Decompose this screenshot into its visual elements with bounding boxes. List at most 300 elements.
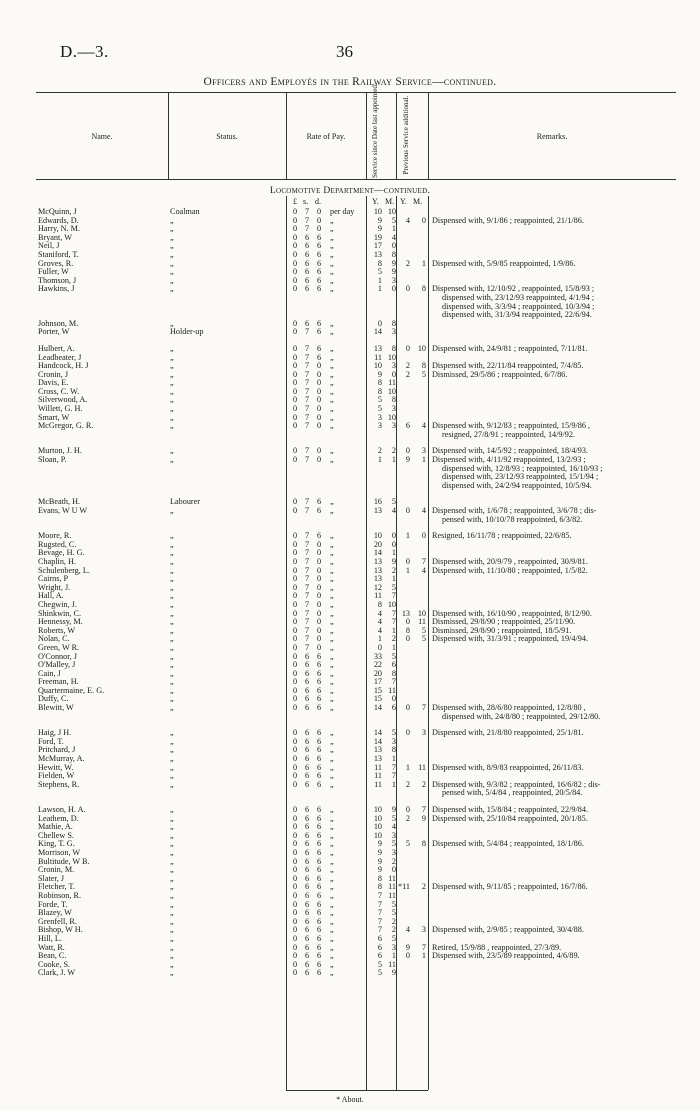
- pay-pounds: 0: [292, 539, 298, 549]
- pay-unit: „: [330, 685, 334, 695]
- service-months: 1: [391, 548, 396, 558]
- pay-pence: 0: [316, 634, 322, 644]
- pay-pounds: 0: [292, 412, 298, 422]
- pay-pounds: 0: [292, 703, 298, 713]
- pay-unit: „: [330, 668, 334, 678]
- pay-shillings: 7: [304, 369, 310, 379]
- pay-pounds: 0: [292, 839, 298, 849]
- service-years: 13: [373, 574, 382, 584]
- pay-shillings: 6: [304, 813, 310, 823]
- remarks-text: Dispensed with, 2/9/85 ; reappointed, 30/4/88.: [432, 925, 584, 935]
- pay-pence: 6: [316, 830, 322, 840]
- employee-status: „: [170, 241, 174, 251]
- pay-pounds: 0: [292, 258, 298, 268]
- footnote: * About.: [336, 1095, 364, 1104]
- pay-pounds: 0: [292, 933, 298, 943]
- employee-name: Sloan, P.: [38, 455, 67, 465]
- service-months: 0: [391, 531, 396, 541]
- employee-status: Coalman: [170, 207, 200, 216]
- pay-pounds: 0: [292, 548, 298, 558]
- pay-pence: 0: [316, 215, 322, 225]
- previous-years: 9: [405, 455, 410, 465]
- pay-pounds: 0: [292, 916, 298, 926]
- pay-unit: „: [330, 925, 334, 935]
- pay-unit: „: [330, 959, 334, 969]
- service-years: 11: [374, 779, 382, 789]
- table-row: [0, 892, 700, 901]
- service-years: 16: [373, 497, 382, 507]
- employee-name: Bishop, W H.: [38, 925, 83, 935]
- service-months: 3: [391, 421, 396, 431]
- previous-months: 8: [421, 284, 426, 294]
- table-row: [0, 422, 700, 431]
- service-years: 10: [373, 822, 382, 832]
- pay-unit: „: [330, 968, 334, 978]
- service-months: 6: [391, 660, 396, 670]
- service-months: 5: [391, 651, 396, 661]
- previous-years: 2: [405, 779, 410, 789]
- pay-shillings: 6: [304, 865, 310, 875]
- service-years: 13: [373, 249, 382, 259]
- employee-status: „: [170, 642, 174, 652]
- previous-years: 0: [405, 703, 410, 713]
- previous-months: 5: [421, 625, 426, 635]
- employee-status: „: [170, 925, 174, 935]
- service-months: 11: [388, 685, 396, 695]
- pay-unit: „: [330, 703, 334, 713]
- employee-status: „: [170, 694, 174, 704]
- employee-name: Wright, J.: [38, 582, 71, 592]
- employee-name: Grenfell, R.: [38, 916, 77, 926]
- service-months: 0: [391, 865, 396, 875]
- table-row: [0, 935, 700, 944]
- previous-months: 2: [421, 779, 426, 789]
- employee-name: Forde, T.: [38, 899, 68, 909]
- pay-unit: „: [330, 694, 334, 704]
- previous-months: 11: [418, 617, 426, 627]
- service-months: 10: [387, 352, 396, 362]
- employee-name: McMurray, A.: [38, 754, 85, 764]
- employee-status: „: [170, 668, 174, 678]
- table-row: [0, 661, 700, 670]
- pay-pence: 6: [316, 267, 322, 277]
- service-months: 0: [391, 539, 396, 549]
- employee-status: „: [170, 455, 174, 465]
- pay-pounds: 0: [292, 249, 298, 259]
- remarks-text: Dispensed with, 24/9/81 ; reappointed, 7/11/81.: [432, 343, 588, 353]
- service-months: 0: [391, 284, 396, 294]
- service-years: 9: [377, 856, 382, 866]
- pay-shillings: 6: [304, 882, 310, 892]
- pay-unit: „: [330, 591, 334, 601]
- service-months: 8: [391, 318, 396, 328]
- table-row: [0, 918, 700, 927]
- pay-unit: „: [330, 754, 334, 764]
- pay-unit: „: [330, 779, 334, 789]
- previous-years: 0: [405, 506, 410, 515]
- pay-pounds: 0: [292, 267, 298, 277]
- pay-pence: 0: [316, 556, 322, 566]
- pay-shillings: 6: [304, 660, 310, 670]
- service-months: 7: [391, 608, 396, 618]
- table-row: [0, 755, 700, 764]
- table-row: [0, 687, 700, 696]
- service-months: 7: [391, 677, 396, 687]
- pay-shillings: 6: [304, 908, 310, 918]
- service-months: 5: [391, 582, 396, 592]
- employee-status: „: [170, 539, 174, 549]
- employee-status: „: [170, 215, 174, 225]
- unit-years: Y.: [372, 197, 379, 206]
- pay-shillings: 6: [304, 951, 310, 961]
- pay-pounds: 0: [292, 386, 298, 396]
- pay-shillings: 6: [304, 267, 310, 277]
- pay-pence: 6: [316, 249, 322, 259]
- service-months: 3: [391, 942, 396, 952]
- service-years: 1: [377, 634, 382, 644]
- table-row: [0, 858, 700, 867]
- employee-name: Chegwin, J.: [38, 599, 77, 609]
- table-row: [0, 208, 700, 217]
- service-years: 19: [373, 232, 382, 242]
- employee-status: „: [170, 813, 174, 823]
- previous-months: 7: [421, 942, 426, 952]
- previous-years: 2: [405, 813, 410, 823]
- pay-shillings: 6: [304, 916, 310, 926]
- employee-name: Pritchard, J: [38, 745, 76, 755]
- pay-shillings: 7: [304, 625, 310, 635]
- employee-name: Cairns, P: [38, 574, 69, 584]
- employee-status: „: [170, 933, 174, 943]
- pay-pence: 6: [316, 882, 322, 892]
- pay-unit: „: [330, 908, 334, 918]
- table-row: [0, 584, 700, 593]
- employee-status: „: [170, 506, 174, 515]
- previous-years: 2: [405, 369, 410, 379]
- table-row: [0, 644, 700, 653]
- service-years: 8: [377, 378, 382, 388]
- pay-pence: 6: [316, 343, 322, 353]
- remarks-text: Dispensed with, 11/10/80 ; reappointed, 1/5/82.: [432, 565, 588, 575]
- service-months: 4: [391, 506, 396, 515]
- service-years: 7: [377, 899, 382, 909]
- pay-pounds: 0: [292, 506, 298, 515]
- employee-name: Cain, J: [38, 668, 61, 678]
- employee-status: „: [170, 685, 174, 695]
- unit-pounds: £: [293, 197, 297, 206]
- table-row: [0, 952, 700, 961]
- pay-shillings: 7: [304, 634, 310, 644]
- employee-name: Hennessy, M.: [38, 617, 83, 627]
- pay-shillings: 7: [304, 378, 310, 388]
- service-years: 13: [373, 745, 382, 755]
- previous-years: 0: [405, 556, 410, 566]
- service-months: 7: [391, 591, 396, 601]
- employee-status: „: [170, 754, 174, 764]
- service-months: 5: [391, 839, 396, 849]
- pay-shillings: 7: [304, 455, 310, 465]
- employee-name: Porter, W: [38, 327, 70, 337]
- pay-pounds: 0: [292, 395, 298, 405]
- pay-unit: „: [330, 232, 334, 242]
- remarks-text: Dispensed with, 9/3/82 ; reappointed, 16/6/82 ; dis-: [432, 779, 601, 789]
- pay-shillings: 6: [304, 762, 310, 772]
- pay-unit: „: [330, 574, 334, 584]
- remarks-text: Dispensed with, 8/9/83 reappointed, 26/11/83.: [432, 762, 584, 772]
- employee-status: „: [170, 968, 174, 978]
- service-months: 7: [391, 617, 396, 627]
- service-months: 10: [387, 386, 396, 396]
- pay-shillings: 6: [304, 856, 310, 866]
- pay-pounds: 0: [292, 207, 298, 216]
- pay-unit: „: [330, 813, 334, 823]
- pay-pounds: 0: [292, 232, 298, 242]
- service-years: 5: [377, 267, 382, 277]
- service-months: 3: [391, 830, 396, 840]
- remarks-text: Retired, 15/9/88 , reappointed, 27/3/89.: [432, 942, 562, 952]
- employee-status: „: [170, 617, 174, 627]
- pay-unit: „: [330, 865, 334, 875]
- remarks-continuation: [0, 431, 692, 440]
- table-row: [0, 738, 700, 747]
- service-months: 1: [391, 625, 396, 635]
- pay-pence: 6: [316, 668, 322, 678]
- remarks-continuation-line: dispensed with, 23/12/93 reappointed, 15/1/94 ;: [442, 472, 599, 482]
- pay-pence: 0: [316, 404, 322, 414]
- table-title: Officers and Employés in the Railway Service—continued.: [203, 76, 497, 88]
- previous-months: 7: [421, 703, 426, 713]
- pay-pounds: 0: [292, 882, 298, 892]
- service-months: 2: [391, 446, 396, 456]
- service-years: 5: [377, 404, 382, 414]
- service-years: 10: [373, 361, 382, 371]
- service-years: 1: [377, 275, 382, 285]
- employee-status: „: [170, 318, 174, 328]
- service-months: 5: [391, 899, 396, 909]
- pay-pounds: 0: [292, 556, 298, 566]
- pay-shillings: 6: [304, 771, 310, 781]
- pay-pounds: 0: [292, 497, 298, 507]
- pay-pence: 6: [316, 865, 322, 875]
- pay-unit: „: [330, 660, 334, 670]
- service-years: 33: [373, 651, 382, 661]
- previous-months: 1: [421, 951, 426, 961]
- pay-shillings: 7: [304, 327, 310, 337]
- pay-shillings: 7: [304, 224, 310, 234]
- column-header-rate: Rate of Pay.: [306, 132, 346, 141]
- pay-pounds: 0: [292, 224, 298, 234]
- service-years: 9: [377, 215, 382, 225]
- column-header-name: Name.: [91, 132, 113, 141]
- employee-status: „: [170, 651, 174, 661]
- employee-status: „: [170, 856, 174, 866]
- employee-name: O'Connor, J: [38, 651, 77, 661]
- pay-unit: „: [330, 455, 334, 465]
- pay-pounds: 0: [292, 728, 298, 738]
- previous-months: 0: [421, 215, 426, 225]
- pay-pounds: 0: [292, 951, 298, 961]
- employee-status: „: [170, 343, 174, 353]
- employee-name: Robinson, R.: [38, 890, 81, 900]
- previous-months: 3: [421, 728, 426, 738]
- table-row: [0, 405, 700, 414]
- employee-name: Freeman, H.: [38, 677, 79, 687]
- pay-pence: 6: [316, 771, 322, 781]
- employee-name: Lawson, H. A.: [38, 805, 86, 814]
- employee-status: „: [170, 779, 174, 789]
- previous-months: 5: [421, 634, 426, 644]
- pay-pence: 6: [316, 951, 322, 961]
- pay-pounds: 0: [292, 625, 298, 635]
- employee-status: „: [170, 882, 174, 892]
- pay-unit: „: [330, 369, 334, 379]
- table-row: [0, 549, 700, 558]
- pay-pence: 6: [316, 497, 322, 507]
- pay-unit: „: [330, 548, 334, 558]
- service-years: 8: [377, 873, 382, 883]
- service-months: 5: [391, 813, 396, 823]
- service-years: 7: [377, 916, 382, 926]
- pay-shillings: 6: [304, 890, 310, 900]
- pay-unit: „: [330, 539, 334, 549]
- service-months: 4: [391, 822, 396, 832]
- service-years: 15: [373, 694, 382, 704]
- pay-shillings: 6: [304, 694, 310, 704]
- remarks-text: Dispensed with, 4/11/92 reappointed, 13/2/93 ;: [432, 455, 586, 465]
- table-row: [0, 944, 700, 953]
- pay-pounds: 0: [292, 446, 298, 456]
- pay-unit: „: [330, 343, 334, 353]
- table-row: [0, 875, 700, 884]
- pay-unit: „: [330, 805, 334, 814]
- pay-pence: 6: [316, 856, 322, 866]
- employee-status: Holder-up: [170, 327, 204, 337]
- employee-status: „: [170, 361, 174, 371]
- pay-pounds: 0: [292, 856, 298, 866]
- service-months: 8: [391, 668, 396, 678]
- remarks-continuation-line: dispensed with, 24/8/80 ; reappointed, 29/12/80.: [442, 711, 601, 721]
- employee-name: Cooke, S.: [38, 959, 71, 969]
- pay-shillings: 6: [304, 249, 310, 259]
- previous-months: 9: [421, 813, 426, 823]
- employee-name: Leadbeater, J: [38, 352, 82, 362]
- service-years: 7: [377, 925, 382, 935]
- pay-shillings: 7: [304, 608, 310, 618]
- employee-status: „: [170, 404, 174, 414]
- remarks-continuation: [0, 789, 692, 798]
- pay-pounds: 0: [292, 762, 298, 772]
- remarks-text: Dispensed with, 12/10/92 , reappointed, 15/8/93 ;: [432, 284, 595, 294]
- unit-prev-years: Y.: [400, 197, 407, 206]
- table-row: [0, 345, 700, 354]
- employee-name: Groves, R.: [38, 258, 74, 268]
- employee-name: Chellew S.: [38, 830, 74, 840]
- pay-shillings: 6: [304, 258, 310, 268]
- employee-name: Chaplin, H.: [38, 556, 76, 566]
- previous-years: 0: [405, 634, 410, 644]
- pay-pence: 0: [316, 642, 322, 652]
- previous-years: 5: [405, 839, 410, 849]
- table-row: [0, 618, 700, 627]
- pay-shillings: 7: [304, 556, 310, 566]
- pay-pence: 6: [316, 908, 322, 918]
- previous-years: 6: [405, 421, 410, 431]
- pay-pence: 6: [316, 779, 322, 789]
- pay-pence: 6: [316, 284, 322, 294]
- pay-pence: 6: [316, 531, 322, 541]
- service-months: 10: [387, 599, 396, 609]
- table-row: [0, 251, 700, 260]
- pay-pence: 0: [316, 369, 322, 379]
- service-months: 9: [391, 805, 396, 814]
- service-years: 5: [377, 968, 382, 978]
- pay-pence: 0: [316, 207, 322, 216]
- pay-pence: 6: [316, 813, 322, 823]
- section-heading: Locomotive Department—continued.: [269, 186, 431, 196]
- remarks-text: Dispensed with, 20/9/79 , reappointed, 30/9/81.: [432, 556, 588, 566]
- column-header-remarks: Remarks.: [536, 132, 568, 141]
- pay-shillings: 6: [304, 736, 310, 746]
- remarks-continuation-line: dispensed with, 31/3/94 reappointed, 22/6/94.: [442, 310, 592, 320]
- table-row: [0, 840, 700, 849]
- employee-status: „: [170, 446, 174, 456]
- service-years: 17: [373, 677, 382, 687]
- service-months: 3: [391, 275, 396, 285]
- remarks-continuation: [0, 713, 692, 722]
- table-row: [0, 379, 700, 388]
- previous-years: 0: [405, 805, 410, 814]
- pay-unit: „: [330, 736, 334, 746]
- pay-pounds: 0: [292, 873, 298, 883]
- unit-pence: d.: [315, 197, 321, 206]
- pay-pounds: 0: [292, 421, 298, 431]
- employee-status: „: [170, 224, 174, 234]
- pay-pence: 6: [316, 651, 322, 661]
- pay-pounds: 0: [292, 771, 298, 781]
- service-months: 8: [391, 249, 396, 259]
- remarks-text: Dispensed with, 5/4/84 ; reappointed, 18/1/86.: [432, 839, 584, 849]
- previous-years: 0: [405, 951, 410, 961]
- employee-status: „: [170, 386, 174, 396]
- pay-unit: „: [330, 873, 334, 883]
- table-row: [0, 764, 700, 773]
- service-months: 1: [391, 754, 396, 764]
- pay-pence: 0: [316, 591, 322, 601]
- service-years: 8: [377, 258, 382, 268]
- service-months: 11: [388, 882, 396, 892]
- service-months: 2: [391, 916, 396, 926]
- pay-unit: „: [330, 565, 334, 575]
- previous-months: 0: [421, 531, 426, 541]
- pay-shillings: 6: [304, 318, 310, 328]
- pay-unit: „: [330, 318, 334, 328]
- pay-shillings: 6: [304, 685, 310, 695]
- service-years: 13: [373, 556, 382, 566]
- pay-pence: 6: [316, 728, 322, 738]
- service-years: 20: [373, 668, 382, 678]
- pay-unit: „: [330, 284, 334, 294]
- pay-pounds: 0: [292, 634, 298, 644]
- remarks-continuation-line: pensed with, 5/4/84 , reappointed, 20/5/84.: [442, 788, 583, 798]
- pay-shillings: 7: [304, 506, 310, 515]
- service-years: 10: [373, 830, 382, 840]
- pay-pence: 6: [316, 933, 322, 943]
- employee-name: Quartermaine, E. G.: [38, 685, 105, 695]
- page-number: 36: [336, 42, 353, 61]
- employee-name: Bean, C.: [38, 951, 67, 961]
- service-years: 13: [373, 565, 382, 575]
- service-months: 10: [387, 412, 396, 422]
